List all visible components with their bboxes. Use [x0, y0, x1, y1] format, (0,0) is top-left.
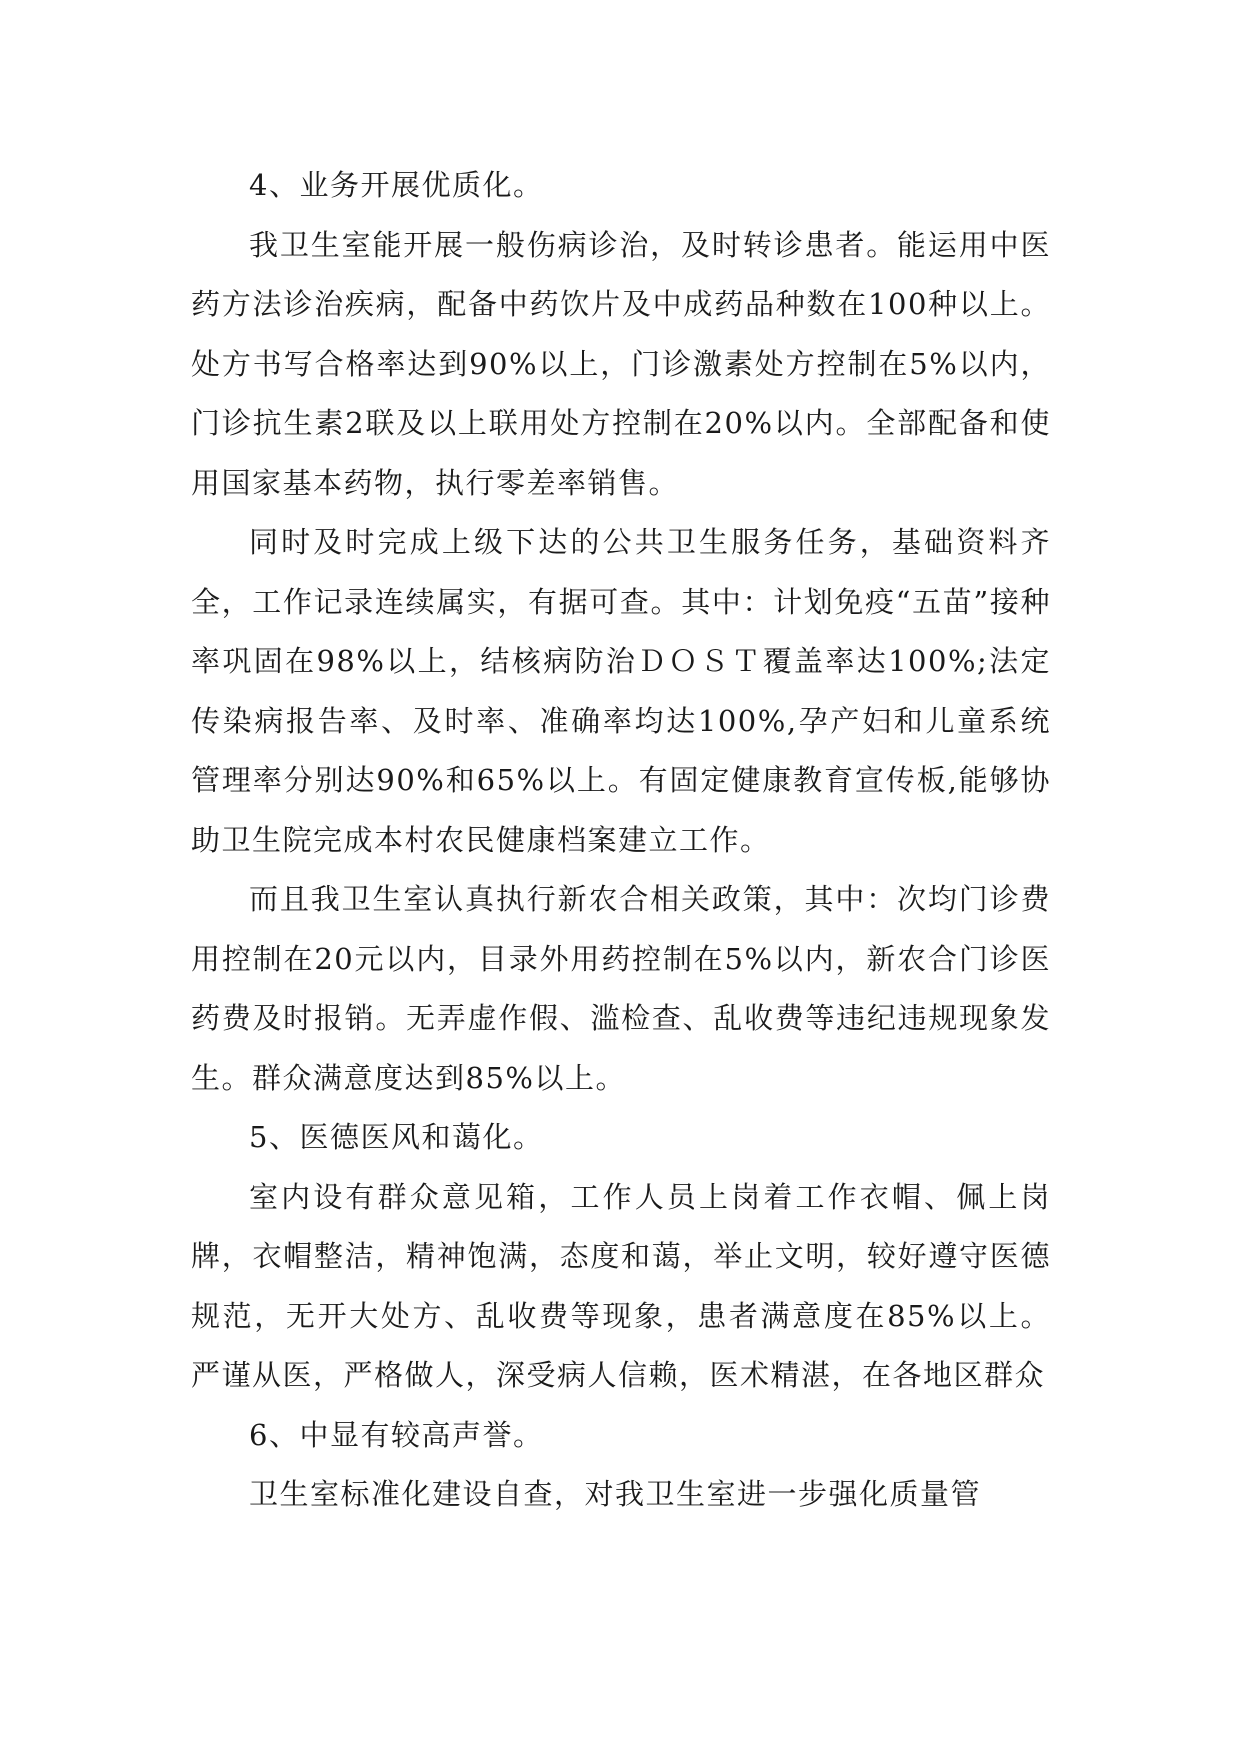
section-heading-4: 4、业务开展优质化。 [249, 168, 544, 202]
paragraph-medical-ethics: 室内设有群众意见箱，工作人员上岗着工作衣帽、佩上岗牌，衣帽整洁，精神饱满，态度和蔼，举止文明，较好遵守医德规范，无开大处方、乱收费等现象，患者满意度在85%以上。严谨从医，严格做人，深受病人信赖，医术精湛，在各地区群众 [191, 1179, 1051, 1392]
document-body [191, 156, 1051, 1525]
paragraph-services: 我卫生室能开展一般伤病诊治，及时转诊患者。能运用中医药方法诊治疾病，配备中药饮片及中成药品种数在100种以上。处方书写合格率达到90%以上，门诊激素处方控制在5%以内，门诊抗生素2联及以上联用处方控制在20%以内。全部配备和使用国家基本药物，执行零差率销售。 [191, 227, 1051, 500]
paragraph-rural-cooperative: 而且我卫生室认真执行新农合相关政策，其中：次均门诊费用控制在20元以内，目录外用药控制在5%以内，新农合门诊医药费及时报销。无弄虚作假、滥检查、乱收费等违纪违规现象发生。群众满意度达到85%以上。 [191, 882, 1051, 1095]
paragraph-public-health: 同时及时完成上级下达的公共卫生服务任务，基础资料齐全，工作记录连续属实，有据可查。其中：计划免疫“五苗”接种率巩固在98%以上，结核病防治ＤＯＳＴ覆盖率达100%;法定传染病报告率、及时率、准确率均达100%,孕产妇和儿童系统管理率分别达90%和65%以上。有固定健康教育宣传板,能够协助卫生院完成本村农民健康档案建立工作。 [191, 525, 1051, 857]
section-heading-5: 5、医德医风和蔼化。 [249, 1120, 544, 1154]
paragraph-self-inspection: 卫生室标准化建设自查，对我卫生室进一步强化质量管 [249, 1477, 982, 1511]
section-heading-6: 6、中显有较高声誉。 [249, 1417, 544, 1452]
